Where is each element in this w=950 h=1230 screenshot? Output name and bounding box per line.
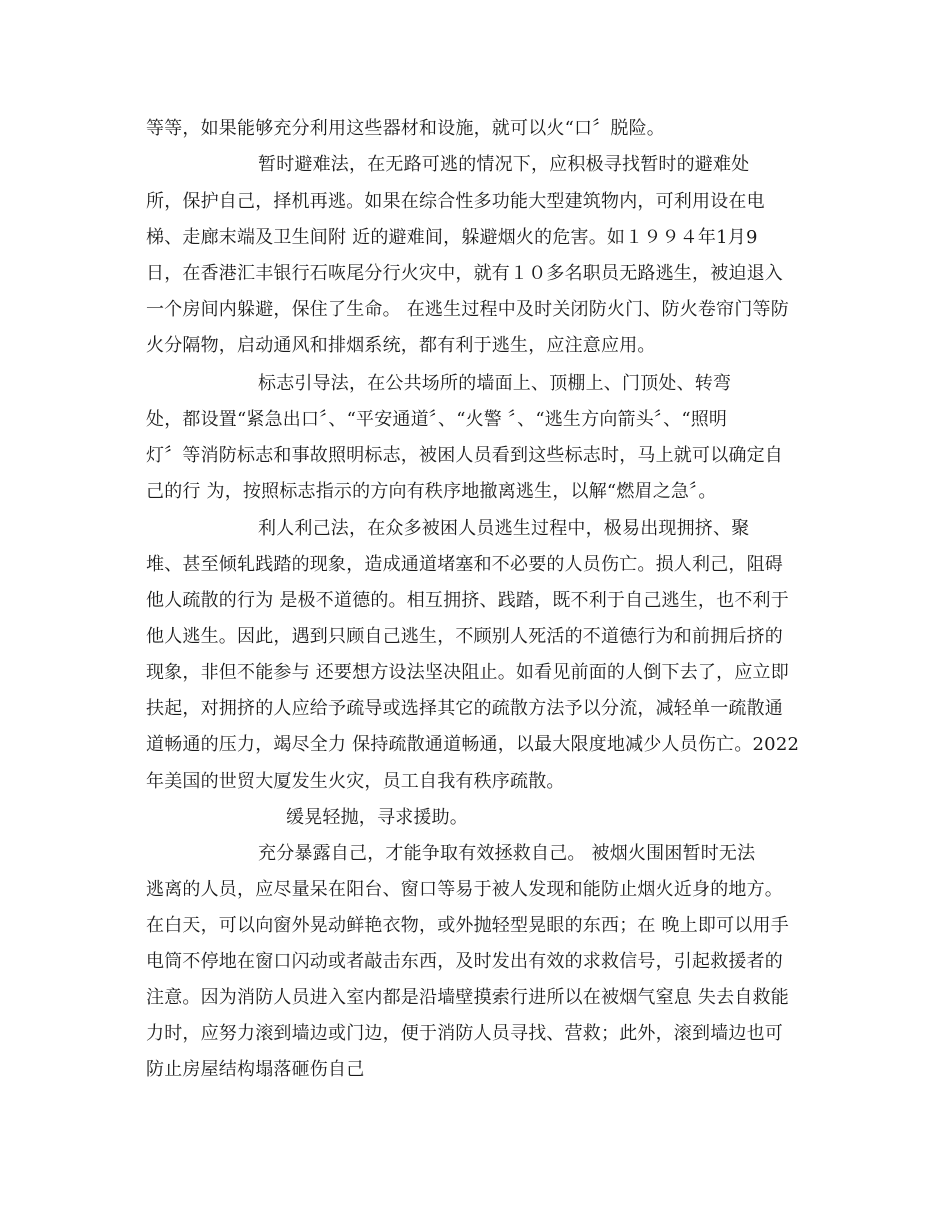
paragraph-start-line: 利人利己法，在众多被困人员逃生过程中，极易出现拥挤、聚 bbox=[258, 518, 750, 539]
text-line: 电筒不停地在窗口闪动或者敲击东西，及时发出有效的求救信号，引起救援者的 bbox=[146, 951, 783, 972]
text-line: 等等，如果能够充分利用这些器材和设施，就可以火“口〞脱险。 bbox=[146, 118, 665, 139]
text-line: 年美国的世贸大厦发生火灾，员工自我有秩序疏散。 bbox=[146, 771, 565, 792]
text-line: 所，保护自己，择机再逃。如果在综合性多功能大型建筑物内，可利用设在电 bbox=[146, 191, 765, 212]
text-line: 他人逃生。因此，遇到只顾自己逃生，不顾别人死活的不道德行为和前拥后挤的 bbox=[146, 626, 783, 647]
text-line: 堆、甚至倾轧践踏的现象，造成通道堵塞和不必要的人员伤亡。损人利己，阻碍 bbox=[146, 554, 783, 575]
text-line: 梯、走廊末端及卫生间附 近的避难间，躲避烟火的危害。如１９９４年1月9 bbox=[146, 227, 758, 248]
text-line: 现象，非但不能参与 还要想方设法坚决阻止。如看见前面的人倒下去了，应立即 bbox=[146, 662, 789, 683]
text-line: 在白天，可以向窗外晃动鲜艳衣物，或外抛轻型晃眼的东西；在 晚上即可以用手 bbox=[146, 915, 789, 936]
text-line: 道畅通的压力，竭尽全力 保持疏散通道畅通，以最大限度地减少人员伤亡。2022 bbox=[146, 734, 800, 755]
paragraph-start-line: 标志引导法，在公共场所的墙面上、顶棚上、门顶处、转弯 bbox=[258, 373, 732, 394]
paragraph-start-line: 充分暴露自己，才能争取有效拯救自己。 被烟火围困暂时无法 bbox=[258, 843, 756, 864]
text-line: 己的行 为，按照标志指示的方向有秩序地撤离逃生，以解“燃眉之急〞。 bbox=[146, 481, 717, 502]
text-line: 力时，应努力滚到墙边或门边，便于消防人员寻找、营救；此外，滚到墙边也可 bbox=[146, 1023, 783, 1044]
text-line: 处，都设置“紧急出口〞、“平安通道〞、“火警 〞、“逃生方向箭头〞、“照明 bbox=[146, 409, 728, 430]
text-line: 他人疏散的行为 是极不道德的。相互拥挤、践踏，既不利于自己逃生，也不利于 bbox=[146, 590, 789, 611]
text-line: 火分隔物，启动通风和排烟系统，都有利于逃生，应注意应用。 bbox=[146, 335, 656, 356]
text-line: 防止房屋结构塌落砸伤自己 bbox=[146, 1059, 365, 1080]
text-line: 扶起，对拥挤的人应给予疏导或选择其它的疏散方法予以分流，减轻单一疏散通 bbox=[146, 698, 783, 719]
section-heading: 缓晃轻抛，寻求援助。 bbox=[286, 807, 468, 828]
text-line: 逃离的人员，应尽量呆在阳台、窗口等易于被人发现和能防止烟火近身的地方。 bbox=[146, 879, 783, 900]
text-line: 灯〞等消防标志和事故照明标志，被困人员看到这些标志时，马上就可以确定自 bbox=[146, 445, 783, 466]
text-line: 一个房间内躲避，保住了生命。 在逃生过程中及时关闭防火门、防火卷帘门等防 bbox=[146, 299, 789, 320]
paragraph-start-line: 暂时避难法，在无路可逃的情况下，应积极寻找暂时的避难处 bbox=[258, 154, 750, 175]
text-line: 日，在香港汇丰银行石咴尾分行火灾中，就有１０多名职员无路逃生，被迫退入 bbox=[146, 263, 783, 284]
text-line: 注意。因为消防人员进入室内都是沿墙壁摸索行进所以在被烟气窒息 失去自救能 bbox=[146, 987, 789, 1008]
